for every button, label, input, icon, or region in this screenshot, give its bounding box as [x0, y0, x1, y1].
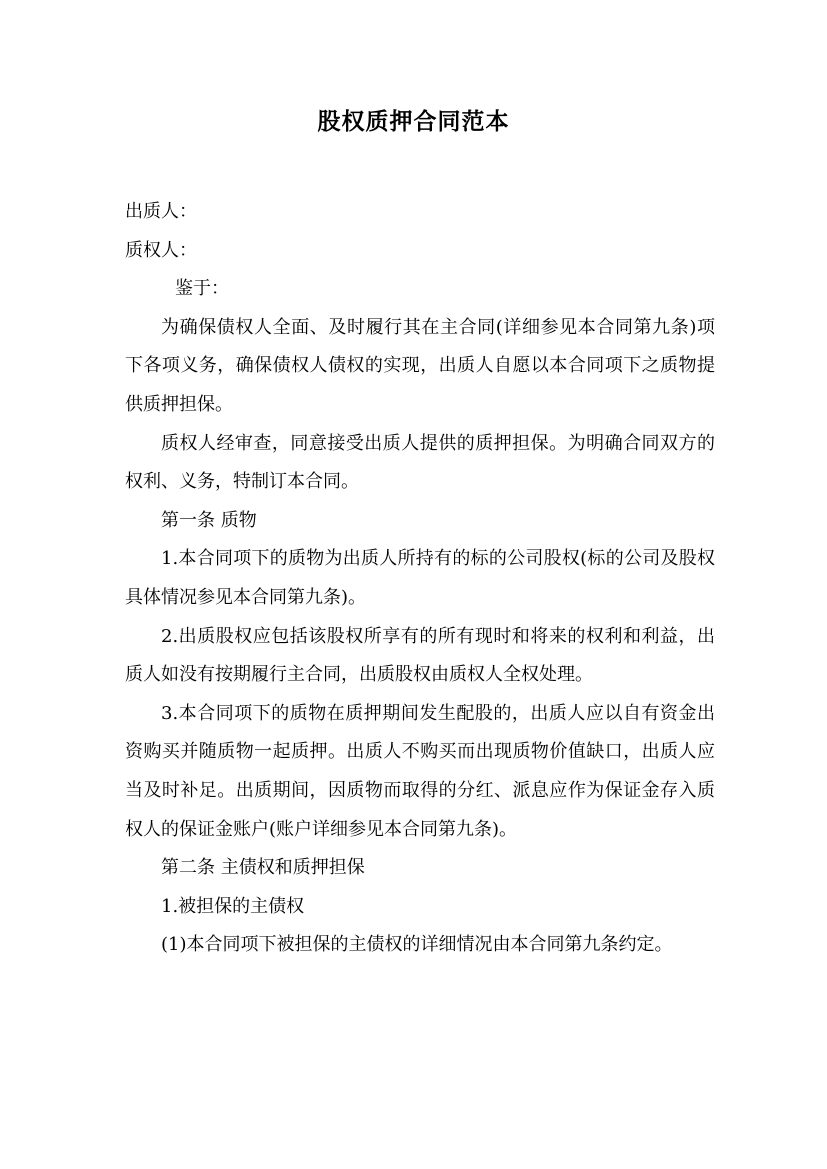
document-body	[125, 193, 715, 965]
paragraph-purpose: 为确保债权人全面、及时履行其在主合同(详细参见本合同第九条)项下各项义务，确保债权人债权的实现，出质人自愿以本合同项下之质物提供质押担保。	[125, 316, 715, 415]
document-title: 股权质押合同范本	[317, 108, 510, 135]
article-2-subclause-1: (1)本合同项下被担保的主债权的详细情况由本合同第九条约定。	[161, 934, 673, 956]
paragraph-acceptance: 质权人经审查，同意接受出质人提供的质押担保。为明确合同双方的权利、义务，特制订本合同。	[125, 432, 715, 493]
article-1-clause-2: 2.出质股权应包括该股权所享有的所有现时和将来的权利和利益，出质人如没有按期履行主合同，出质股权由质权人全权处理。	[125, 625, 715, 686]
pledgee-label: 质权人：	[125, 239, 197, 261]
article-1-heading: 第一条 质物	[161, 509, 257, 531]
article-1-clause-3: 3.本合同项下的质物在质押期间发生配股的，出质人应以自有资金出资购买并随质物一起质押。出质人不购买而出现质物价值缺口，出质人应当及时补足。出质期间，因质物而取得的分红、派息应作为保证金存入质权人的保证金账户(账户详细参见本合同第九条)。	[125, 702, 715, 840]
article-1-clause-1: 1.本合同项下的质物为出质人所持有的标的公司股权(标的公司及股权具体情况参见本合同第九条)。	[125, 548, 715, 608]
article-2-heading: 第二条 主债权和质押担保	[161, 857, 365, 879]
whereas-label: 鉴于：	[175, 278, 229, 300]
article-2-clause-1: 1.被担保的主债权	[161, 895, 305, 917]
pledgor-label: 出质人：	[125, 201, 197, 222]
